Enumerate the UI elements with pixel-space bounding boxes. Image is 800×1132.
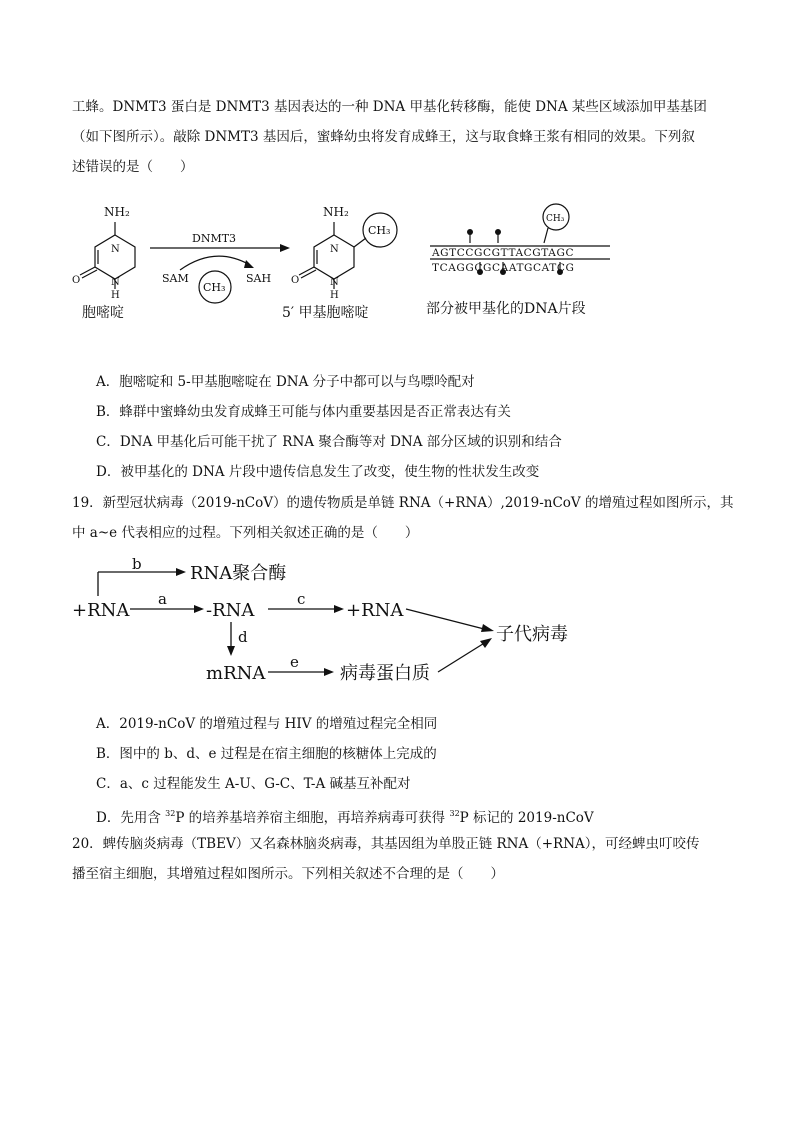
dna-top-strand: AGTCCGCGTTACGTAGC [432, 247, 575, 259]
sam-label: SAM [162, 272, 189, 285]
cytosine-h: H [111, 290, 120, 301]
label-cytosine: 胞嘧啶 [82, 305, 124, 321]
q19-option-c[interactable]: C．a、c 过程能发生 A-U、G-C、T-A 碱基互补配对 [96, 776, 411, 792]
enzyme-label: DNMT3 [192, 232, 237, 245]
mc-n3: N [330, 244, 339, 255]
label-a: a [158, 590, 167, 608]
cytosine-n3: N [111, 244, 120, 255]
q19-option-d-post: P 标记的 2019-nCoV [459, 810, 594, 826]
q20-stem-line1: 20．蜱传脑炎病毒（TBEV）又名森林脑炎病毒，其基因组为单股正链 RNA（+RNA），可经蜱虫叮咬传 [72, 836, 700, 852]
q19-option-d-sup2: 32 [449, 809, 460, 818]
label-b: b [132, 555, 142, 573]
q19-option-a[interactable]: A．2019-nCoV 的增殖过程与 HIV 的增殖过程完全相同 [96, 716, 438, 732]
q19-option-b[interactable]: B．图中的 b、d、e 过程是在宿主细胞的核糖体上完成的 [96, 746, 437, 762]
mc-nh2: NH₂ [323, 205, 349, 219]
label-e: e [290, 653, 299, 671]
viral-protein: 病毒蛋白质 [340, 663, 430, 684]
q19-option-d-mid: P 的培养基培养宿主细胞，再培养病毒可获得 [175, 810, 450, 826]
ch3-label-mc: CH₃ [368, 224, 391, 237]
label-dna-fragment: 部分被甲基化的DNA片段 [426, 301, 586, 317]
q18-stem-line3: 述错误的是（ ） [72, 159, 194, 175]
label-methylcytosine: 5′ 甲基胞嘧啶 [282, 305, 369, 321]
q19-stem-line2: 中 a~e 代表相应的过程。下列相关叙述正确的是（ ） [72, 525, 419, 541]
q19-stem-line1: 19．新型冠状病毒（2019-nCoV）的遗传物质是单链 RNA（+RNA）,2019-nCoV 的增殖过程如图所示，其 [72, 495, 734, 511]
mrna: mRNA [206, 663, 266, 684]
q18-option-a[interactable]: A．胞嘧啶和 5-甲基胞嘧啶在 DNA 分子中都可以与鸟嘌呤配对 [96, 374, 475, 390]
cytosine-nh2: NH₂ [104, 205, 130, 219]
cytosine-n1: N [111, 277, 120, 288]
rna-polymerase: RNA聚合酶 [190, 563, 287, 584]
q18-stem-line1: 工蜂。DNMT3 蛋白是 DNMT3 基因表达的一种 DNA 甲基化转移酶，能使 DNA 某些区域添加甲基基团 [72, 99, 707, 115]
q19-option-d-pre: D．先用含 [96, 810, 166, 826]
q18-stem-line2: （如下图所示）。敲除 DNMT3 基因后，蜜蜂幼虫将发育成蜂王，这与取食蜂王浆有相同的效果。下列叙 [72, 129, 695, 145]
mc-h: H [330, 290, 339, 301]
mc-n1: N [330, 277, 339, 288]
plus-rna-right: +RNA [346, 600, 404, 621]
q18-option-b[interactable]: B．蜂群中蜜蜂幼虫发育成蜂王可能与体内重要基因是否正常表达有关 [96, 404, 511, 420]
q19-option-d[interactable] [96, 804, 594, 828]
q18-option-d[interactable]: D．被甲基化的 DNA 片段中遗传信息发生了改变，使生物的性状发生改变 [96, 464, 540, 480]
ch3-label-dna: CH₃ [546, 214, 565, 224]
label-d: d [238, 628, 248, 646]
q20-stem-line2: 播至宿主细胞，其增殖过程如图所示。下列相关叙述不合理的是（ ） [72, 866, 504, 882]
mc-o: O [291, 275, 300, 286]
q18-option-c[interactable]: C．DNA 甲基化后可能干扰了 RNA 聚合酶等对 DNA 部分区域的识别和结合 [96, 434, 562, 450]
offspring-virus: 子代病毒 [496, 624, 568, 645]
cytosine-o: O [72, 275, 81, 286]
sah-label: SAH [246, 272, 272, 285]
minus-rna: -RNA [206, 600, 255, 621]
methylation-figure [0, 195, 800, 335]
virus-replication-diagram [0, 548, 800, 693]
q19-option-d-sup1: 32 [165, 809, 176, 818]
ch3-label-reaction: CH₃ [203, 281, 226, 294]
plus-rna-left: +RNA [72, 600, 130, 621]
dna-bottom-strand: TCAGGCGCAATGCATCG [432, 262, 575, 274]
label-c: c [297, 590, 306, 608]
